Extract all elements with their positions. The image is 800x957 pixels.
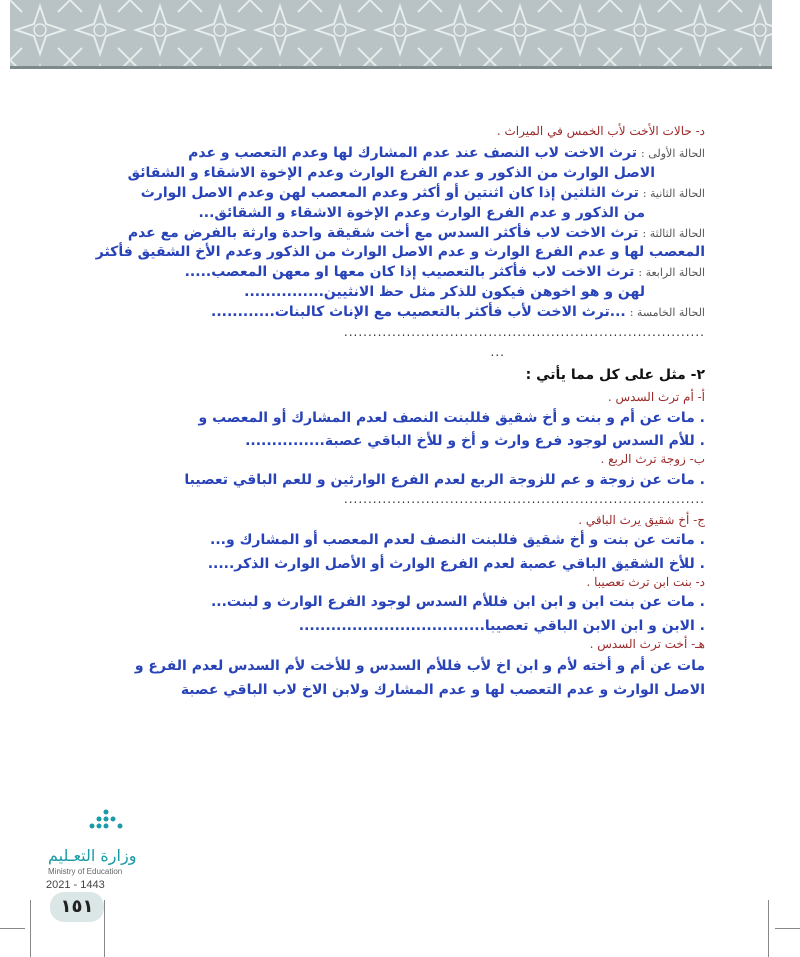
dotted-line: ...........................................................................: [343, 324, 705, 339]
answer-text: . مات عن أم و بنت و أخ شقيق فللبنت النصف لعدم المشارك أو المعصب و: [198, 409, 705, 426]
example-label: هـ- أخت ترث السدس .: [589, 636, 705, 651]
page-number: ١٥١: [60, 896, 94, 917]
answer-text: لهن و هو اخوهن فيكون للذكر مثل حظ الانثيين...............: [244, 283, 645, 300]
case-4: [40, 261, 705, 301]
section-d-title: د- حالات الأخت لأب الخمس في الميراث .: [496, 124, 705, 138]
answer-text: المعصب لها و عدم الفرع الوارث و عدم الاصل الوارث من الذكور وعدم الأخ الشقيق فأكثر: [95, 244, 705, 261]
geometric-pattern: [10, 0, 772, 66]
answer-text: . الابن و ابن الابن الباقي تعصيبا...................................: [298, 617, 705, 634]
answer-text: ترث الاخت لاب فأكثر السدس مع أخت شقيقة واحدة وارثة بالفرض مع عدم: [127, 224, 639, 241]
example-label: د- بنت ابن ترث تعصيبا .: [586, 574, 705, 589]
banner-underline: [10, 66, 772, 69]
ministry-logo-mark: [86, 808, 146, 832]
example-label: ج- أخ شقيق يرث الباقي .: [578, 512, 705, 527]
dotted-line: ...........................................................................: [343, 492, 705, 507]
ministry-name-arabic: وزارة التعـليم: [48, 846, 137, 865]
answer-text: من الذكور و عدم الفرع الوارث وعدم الإخوة الاشقاء و الشقائق...: [198, 204, 645, 221]
case-label: الحالة الثالثة :: [642, 226, 705, 240]
answer-text: الاصل الوارث من الذكور و عدم الفرع الوارث وعدم الإخوة الاشقاء و الشقائق: [127, 165, 655, 182]
example-a: [40, 390, 705, 450]
example-e: [40, 637, 705, 699]
example-label: أ- أم ترث السدس .: [607, 390, 705, 405]
crop-mark: [775, 928, 800, 929]
crop-mark: [104, 900, 105, 957]
answer-text: . مات عن بنت ابن و ابن ابن فللأم السدس لوجود الفرع الوارث و لبنت...: [210, 594, 705, 611]
case-5: [40, 301, 705, 321]
example-c: [40, 513, 705, 573]
crop-mark: [768, 900, 769, 957]
header-banner: [10, 0, 772, 66]
answer-text: ترث الاخت لاب فأكثر بالتعصيب إذا كان معها او معهن المعصب.....: [184, 264, 635, 281]
ministry-name-english: Ministry of Education: [48, 867, 123, 876]
crop-mark: [0, 928, 25, 929]
example-label: ب- زوجة ترث الربع .: [600, 452, 705, 467]
case-label: الحالة الأولى :: [641, 147, 705, 161]
question-2-title: ٢- مثل على كل مما يأتي :: [525, 367, 705, 384]
example-d: [40, 575, 705, 635]
answer-text: الاصل الوارث و عدم التعصب لها و عدم المشارك ولابن الاخ لاب الباقي عصبة: [180, 681, 705, 698]
answer-text: ترث الثلثين إذا كان اثنتين أو أكثر وعدم المعصب لهن وعدم الاصل الوارث: [140, 184, 639, 201]
answer-text: . مات عن زوجة و عم للزوجة الربع لعدم الفرع الوارثين و للعم الباقي تعصيبا: [184, 471, 705, 488]
edition-year: 2021 - 1443: [46, 879, 105, 891]
crop-mark: [30, 900, 31, 957]
page-number-tab: [50, 892, 104, 922]
answer-text: . للأخ الشقيق الباقي عصبة لعدم الفرع الوارث أو الأصل الوارث الذكر.....: [207, 555, 705, 572]
case-1: [40, 142, 705, 182]
answer-text: مات عن أم و أخته لأم و ابن اخ لأب فللأم السدس و للأخت لأم السدس لعدم الفرع و: [134, 658, 705, 675]
answer-text: ترث الاخت لاب النصف عند عدم المشارك لها وعدم التعصب و عدم: [188, 145, 638, 162]
page-content: [40, 124, 705, 699]
case-label: الحالة الخامسة :: [629, 305, 705, 319]
example-b: [40, 452, 705, 507]
answer-text: . ماتت عن بنت و أخ شقيق فللبنت النصف لعدم المعصب أو المشارك و...: [210, 532, 705, 549]
case-label: الحالة الرابعة :: [638, 266, 705, 280]
case-3: [40, 222, 705, 262]
answer-text: . للأم السدس لوجود فرع وارث و أخ و للأخ الباقي عصبة...............: [245, 433, 705, 450]
answer-text: ...ترث الاخت لأب فأكثر بالتعصيب مع الإناث كالبنات............: [211, 303, 626, 320]
dotted-line: ...: [490, 344, 505, 359]
case-label: الحالة الثانية :: [642, 186, 705, 200]
case-2: [40, 182, 705, 222]
